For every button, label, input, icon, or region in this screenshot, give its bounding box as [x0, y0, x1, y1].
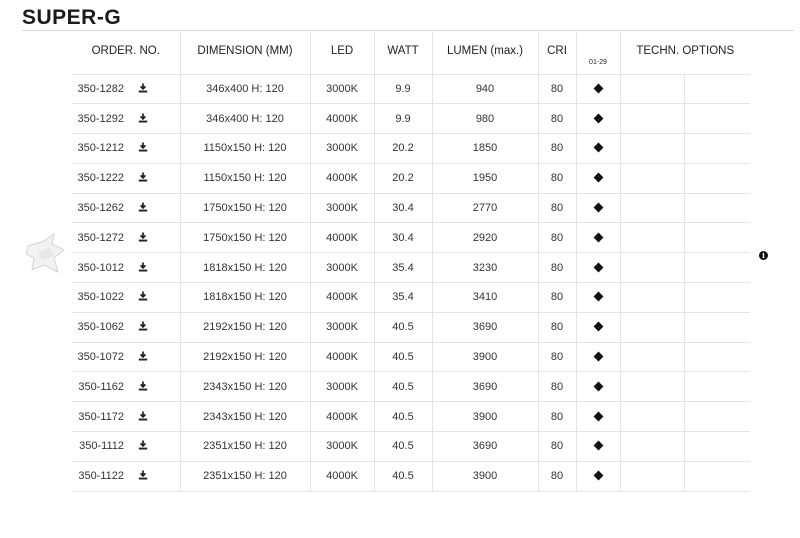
- cri-cell: 80: [538, 253, 576, 283]
- order-no-cell: [72, 312, 180, 342]
- order-no-cell: [72, 461, 180, 491]
- table-row: [72, 74, 750, 104]
- cri-code-cell: [576, 312, 620, 342]
- led-cell: 4000K: [310, 223, 374, 253]
- order-number: 350-1022: [77, 291, 124, 304]
- techn-option-cell: [684, 163, 750, 193]
- diamond-icon: [593, 143, 603, 153]
- cri-code-cell: [576, 104, 620, 134]
- download-icon[interactable]: [138, 142, 148, 152]
- info-icon[interactable]: i: [759, 251, 768, 260]
- download-icon[interactable]: [138, 113, 148, 123]
- lumen-cell: 1950: [432, 163, 538, 193]
- order-number: 350-1212: [77, 142, 124, 155]
- diamond-icon: [593, 113, 603, 123]
- watt-cell: 40.5: [374, 402, 432, 432]
- cri-cell: 80: [538, 372, 576, 402]
- order-no-cell: [72, 253, 180, 283]
- order-number: 350-1112: [79, 440, 124, 453]
- cri-code-cell: [576, 342, 620, 372]
- cri-code-cell: [576, 253, 620, 283]
- cri-cell: 80: [538, 402, 576, 432]
- diamond-icon: [593, 262, 603, 272]
- order-no-cell: [72, 163, 180, 193]
- techn-option-cell: [684, 342, 750, 372]
- watt-cell: 35.4: [374, 253, 432, 283]
- lumen-cell: 1850: [432, 134, 538, 164]
- dimension-cell: 2192x150 H: 120: [180, 342, 310, 372]
- download-icon[interactable]: [138, 470, 148, 480]
- order-no-cell: [72, 372, 180, 402]
- table-row: [72, 223, 750, 253]
- dimension-cell: 2343x150 H: 120: [180, 372, 310, 402]
- dimension-cell: 2343x150 H: 120: [180, 402, 310, 432]
- header-techn-options: TECHN. OPTIONS: [620, 32, 750, 74]
- techn-option-cell: [620, 283, 684, 313]
- dimension-cell: 1150x150 H: 120: [180, 134, 310, 164]
- diamond-icon: [593, 411, 603, 421]
- order-no-cell: [72, 193, 180, 223]
- lumen-cell: 3690: [432, 312, 538, 342]
- diamond-icon: [593, 352, 603, 362]
- lumen-cell: 3900: [432, 342, 538, 372]
- cri-cell: 80: [538, 223, 576, 253]
- techn-option-cell: [620, 134, 684, 164]
- techn-option-cell: [620, 372, 684, 402]
- download-icon[interactable]: [138, 440, 148, 450]
- download-icon[interactable]: [138, 411, 148, 421]
- page-title: SUPER-G: [22, 6, 122, 29]
- lumen-cell: 980: [432, 104, 538, 134]
- download-icon[interactable]: [138, 291, 148, 301]
- table-row: [72, 312, 750, 342]
- download-icon[interactable]: [138, 172, 148, 182]
- watt-cell: 9.9: [374, 104, 432, 134]
- techn-option-cell: [684, 283, 750, 313]
- techn-option-cell: [620, 432, 684, 462]
- watt-cell: 40.5: [374, 461, 432, 491]
- cri-cell: 80: [538, 193, 576, 223]
- table-row: [72, 342, 750, 372]
- download-icon[interactable]: [138, 381, 148, 391]
- cri-cell: 80: [538, 74, 576, 104]
- table-row: [72, 402, 750, 432]
- techn-option-cell: [684, 372, 750, 402]
- techn-option-cell: [684, 193, 750, 223]
- diamond-icon: [593, 173, 603, 183]
- diamond-icon: [593, 322, 603, 332]
- order-number: 350-1222: [77, 172, 124, 185]
- header-watt: WATT: [374, 32, 432, 74]
- table-body: [72, 74, 750, 491]
- diamond-icon: [593, 471, 603, 481]
- led-cell: 3000K: [310, 74, 374, 104]
- download-icon[interactable]: [138, 321, 148, 331]
- table-row: [72, 163, 750, 193]
- led-cell: 3000K: [310, 432, 374, 462]
- download-icon[interactable]: [138, 262, 148, 272]
- lumen-cell: 3690: [432, 372, 538, 402]
- cri-cell: 80: [538, 163, 576, 193]
- table-row: [72, 253, 750, 283]
- table-row: [72, 283, 750, 313]
- cri-cell: 80: [538, 134, 576, 164]
- lumen-cell: 940: [432, 74, 538, 104]
- diamond-icon: [593, 381, 603, 391]
- product-spec-table: [72, 32, 750, 492]
- led-cell: 4000K: [310, 104, 374, 134]
- order-no-cell: [72, 134, 180, 164]
- cri-cell: 80: [538, 312, 576, 342]
- watt-cell: 40.5: [374, 372, 432, 402]
- lumen-cell: 3690: [432, 432, 538, 462]
- techn-option-cell: [620, 312, 684, 342]
- order-no-cell: [72, 74, 180, 104]
- cri-cell: 80: [538, 342, 576, 372]
- techn-option-cell: [620, 193, 684, 223]
- techn-option-cell: [684, 461, 750, 491]
- techn-option-cell: [620, 402, 684, 432]
- techn-option-cell: [684, 253, 750, 283]
- order-no-cell: [72, 283, 180, 313]
- techn-option-cell: [684, 104, 750, 134]
- watt-cell: 40.5: [374, 432, 432, 462]
- cri-cell: 80: [538, 283, 576, 313]
- watt-cell: 40.5: [374, 342, 432, 372]
- order-number: 350-1062: [77, 321, 124, 334]
- order-number: 350-1012: [77, 261, 124, 274]
- header-dimension: DIMENSION (MM): [180, 32, 310, 74]
- header-cri-code: 01-29: [576, 32, 620, 74]
- led-cell: 3000K: [310, 134, 374, 164]
- order-number: 350-1272: [77, 231, 124, 244]
- table-row: [72, 461, 750, 491]
- order-number: 350-1122: [78, 470, 124, 483]
- techn-option-cell: [620, 253, 684, 283]
- led-cell: 3000K: [310, 312, 374, 342]
- cri-code-cell: [576, 283, 620, 313]
- table-row: [72, 193, 750, 223]
- title-divider: [22, 30, 794, 31]
- lumen-cell: 2920: [432, 223, 538, 253]
- dimension-cell: 1818x150 H: 120: [180, 253, 310, 283]
- cri-code-cell: [576, 163, 620, 193]
- led-cell: 4000K: [310, 402, 374, 432]
- table-row: [72, 372, 750, 402]
- order-no-cell: [72, 432, 180, 462]
- order-number: 350-1292: [77, 112, 124, 125]
- cri-cell: 80: [538, 432, 576, 462]
- download-icon[interactable]: [138, 351, 148, 361]
- techn-option-cell: [620, 74, 684, 104]
- dimension-cell: 346x400 H: 120: [180, 104, 310, 134]
- dimension-cell: 1750x150 H: 120: [180, 193, 310, 223]
- table-header-row: [72, 32, 750, 74]
- dimension-cell: 346x400 H: 120: [180, 74, 310, 104]
- diamond-icon: [593, 292, 603, 302]
- header-order-no: ORDER. NO.: [72, 32, 180, 74]
- techn-option-cell: [684, 312, 750, 342]
- techn-option-cell: [620, 223, 684, 253]
- techn-option-cell: [684, 402, 750, 432]
- cri-code-cell: [576, 461, 620, 491]
- product-thumbnail: [24, 232, 72, 278]
- order-number: 350-1262: [77, 202, 124, 215]
- table-row: [72, 432, 750, 462]
- diamond-icon: [593, 83, 603, 93]
- header-cri: CRI: [538, 32, 576, 74]
- watt-cell: 20.2: [374, 163, 432, 193]
- lumen-cell: 2770: [432, 193, 538, 223]
- watt-cell: 9.9: [374, 74, 432, 104]
- lumen-cell: 3230: [432, 253, 538, 283]
- watt-cell: 40.5: [374, 312, 432, 342]
- led-cell: 4000K: [310, 342, 374, 372]
- order-no-cell: [72, 223, 180, 253]
- dimension-cell: 1818x150 H: 120: [180, 283, 310, 313]
- cri-cell: 80: [538, 104, 576, 134]
- led-cell: 3000K: [310, 253, 374, 283]
- diamond-icon: [593, 441, 603, 451]
- techn-option-cell: [620, 104, 684, 134]
- led-cell: 4000K: [310, 163, 374, 193]
- order-no-cell: [72, 104, 180, 134]
- techn-option-cell: [684, 223, 750, 253]
- lumen-cell: 3900: [432, 402, 538, 432]
- techn-option-cell: [684, 432, 750, 462]
- led-cell: 4000K: [310, 283, 374, 313]
- cri-code-cell: [576, 402, 620, 432]
- order-no-cell: [72, 342, 180, 372]
- cri-code-cell: [576, 134, 620, 164]
- order-number: 350-1072: [77, 351, 124, 364]
- watt-cell: 35.4: [374, 283, 432, 313]
- cri-code-cell: [576, 74, 620, 104]
- download-icon[interactable]: [138, 83, 148, 93]
- download-icon[interactable]: [138, 232, 148, 242]
- cri-code-cell: [576, 432, 620, 462]
- techn-option-cell: [684, 74, 750, 104]
- led-cell: 4000K: [310, 461, 374, 491]
- lumen-cell: 3900: [432, 461, 538, 491]
- watt-cell: 30.4: [374, 223, 432, 253]
- lumen-cell: 3410: [432, 283, 538, 313]
- diamond-icon: [593, 203, 603, 213]
- order-number: 350-1172: [78, 410, 124, 423]
- order-no-cell: [72, 402, 180, 432]
- led-cell: 3000K: [310, 372, 374, 402]
- cri-code-cell: [576, 223, 620, 253]
- techn-option-cell: [620, 163, 684, 193]
- download-icon[interactable]: [138, 202, 148, 212]
- order-number: 350-1162: [78, 380, 124, 393]
- table-row: [72, 104, 750, 134]
- cri-cell: 80: [538, 461, 576, 491]
- techn-option-cell: [684, 134, 750, 164]
- diamond-icon: [593, 232, 603, 242]
- dimension-cell: 2192x150 H: 120: [180, 312, 310, 342]
- dimension-cell: 1150x150 H: 120: [180, 163, 310, 193]
- dimension-cell: 2351x150 H: 120: [180, 461, 310, 491]
- techn-option-cell: [620, 461, 684, 491]
- techn-option-cell: [620, 342, 684, 372]
- watt-cell: 30.4: [374, 193, 432, 223]
- watt-cell: 20.2: [374, 134, 432, 164]
- order-number: 350-1282: [77, 82, 124, 95]
- dimension-cell: 1750x150 H: 120: [180, 223, 310, 253]
- cri-code-cell: [576, 193, 620, 223]
- dimension-cell: 2351x150 H: 120: [180, 432, 310, 462]
- header-lumen: LUMEN (max.): [432, 32, 538, 74]
- header-led: LED: [310, 32, 374, 74]
- cri-code-cell: [576, 372, 620, 402]
- table-row: [72, 134, 750, 164]
- led-cell: 3000K: [310, 193, 374, 223]
